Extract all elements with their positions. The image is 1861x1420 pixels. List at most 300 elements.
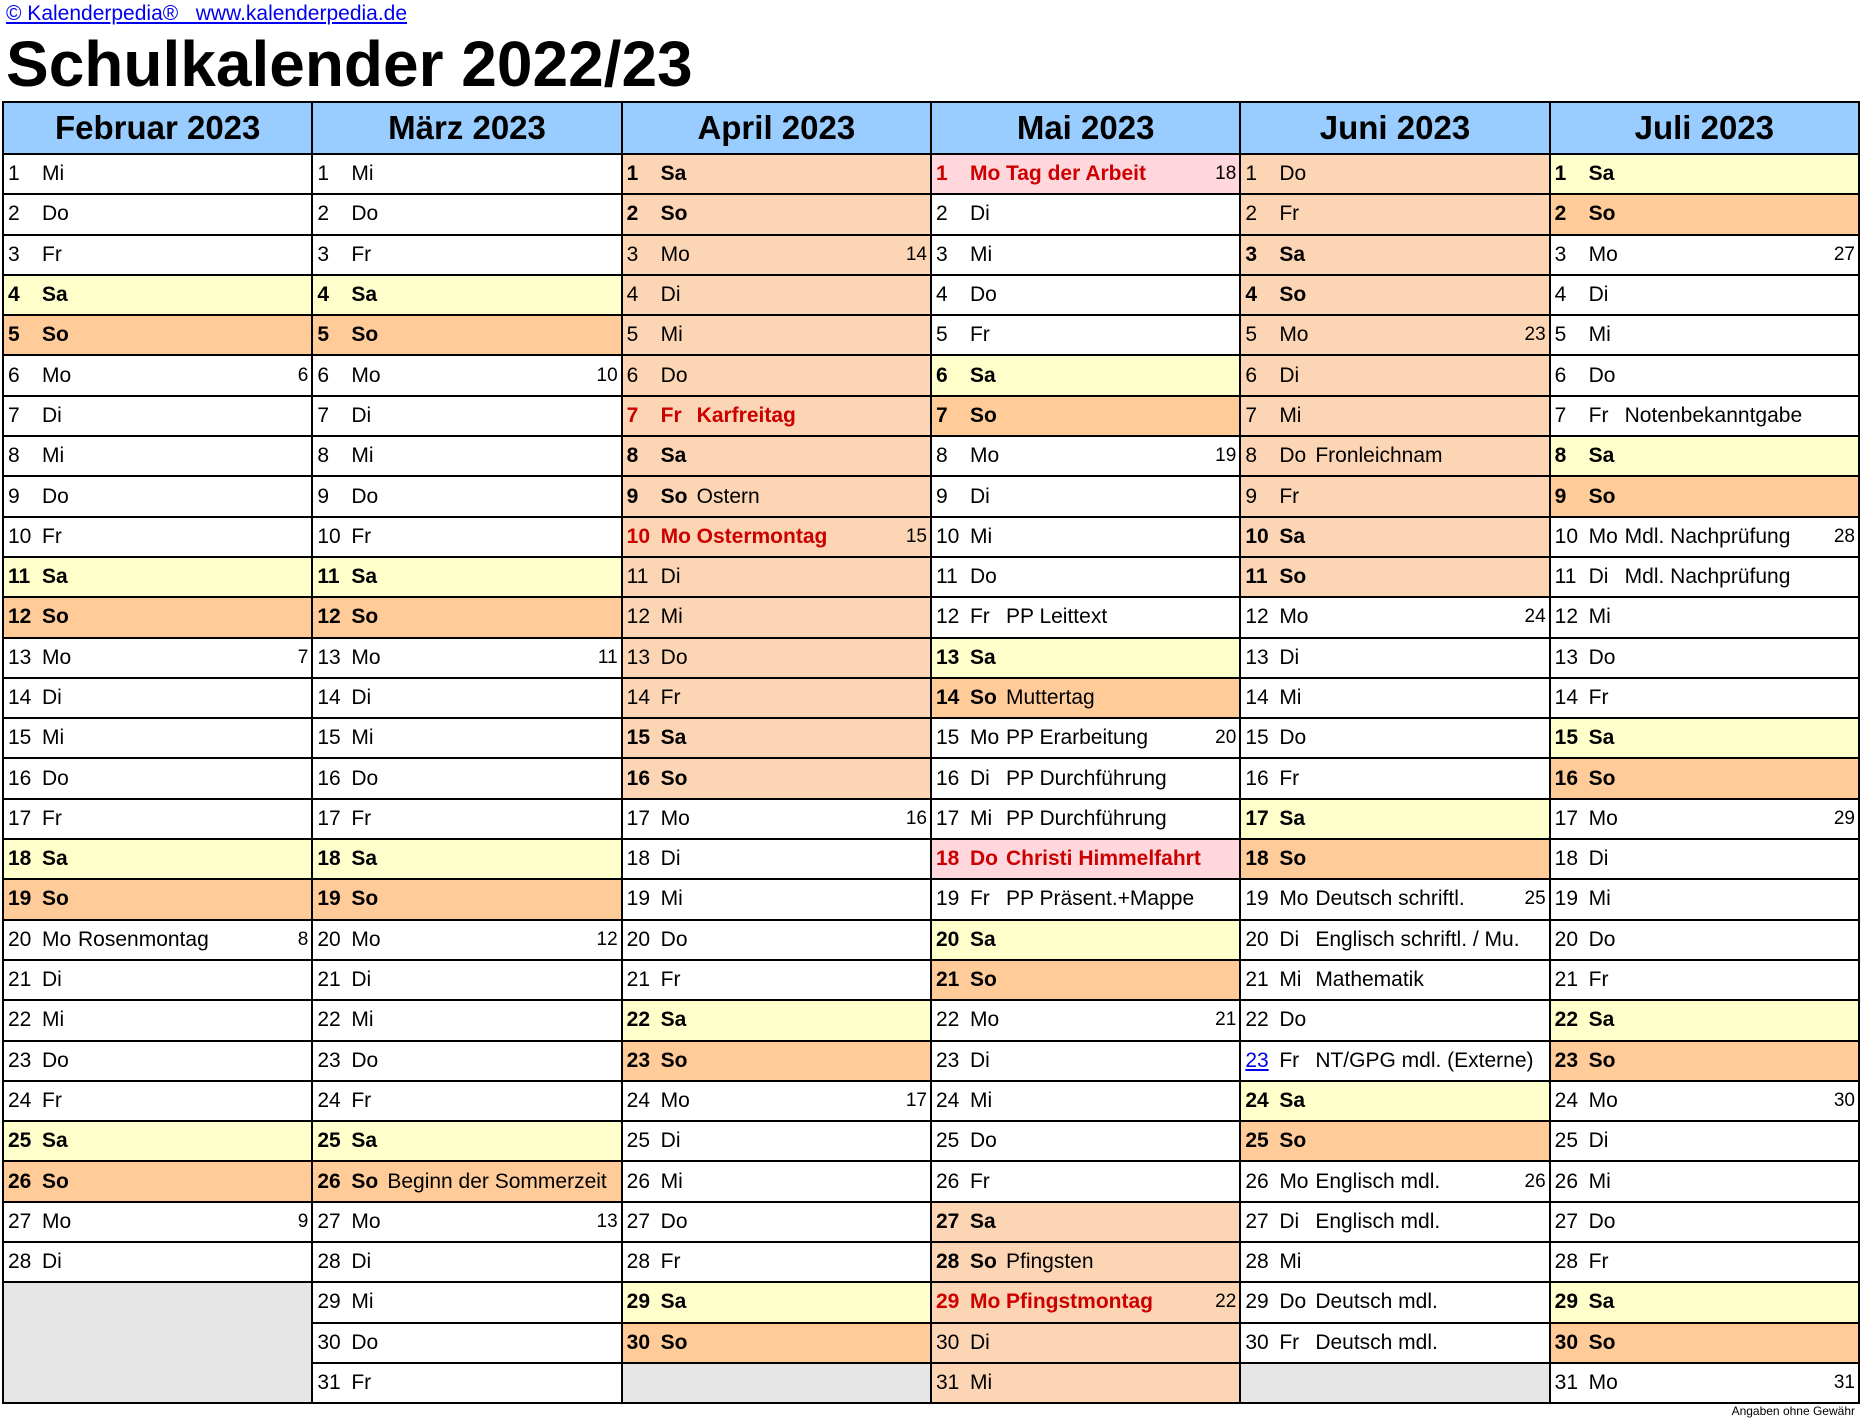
day-cell[interactable] xyxy=(312,758,621,798)
day-cell[interactable] xyxy=(3,758,312,798)
day-cell[interactable] xyxy=(622,1041,931,1081)
day-cell[interactable] xyxy=(931,235,1240,275)
day-cell[interactable] xyxy=(312,517,621,557)
day-number: 1 xyxy=(317,162,330,186)
day-number: 5 xyxy=(8,323,20,347)
day-number: 25 xyxy=(317,1129,341,1153)
weekday-label: Mo xyxy=(351,927,381,951)
day-cell[interactable] xyxy=(312,960,621,1000)
day-number: 31 xyxy=(935,1371,960,1395)
weekday-label: Fr xyxy=(1279,1048,1300,1072)
day-number: 26 xyxy=(8,1169,32,1193)
day-number: 16 xyxy=(317,766,341,790)
day-cell[interactable] xyxy=(622,517,931,557)
day-cell[interactable] xyxy=(3,678,312,718)
day-cell[interactable] xyxy=(3,839,312,879)
day-cell[interactable] xyxy=(1550,718,1859,758)
day-cell[interactable] xyxy=(3,597,312,637)
day-cell[interactable] xyxy=(622,476,931,516)
day-cell[interactable] xyxy=(312,436,621,476)
week-number: 10 xyxy=(596,364,618,386)
day-cell[interactable] xyxy=(3,355,312,395)
day-cell[interactable] xyxy=(931,960,1240,1000)
day-cell[interactable] xyxy=(931,799,1240,839)
day-cell[interactable] xyxy=(1240,920,1549,960)
day-cell[interactable] xyxy=(931,920,1240,960)
day-cell[interactable] xyxy=(622,758,931,798)
weekday-label: Do xyxy=(351,1330,379,1354)
day-number: 30 xyxy=(1554,1330,1578,1354)
day-cell[interactable] xyxy=(312,355,621,395)
day-cell[interactable] xyxy=(1240,557,1549,597)
day-cell[interactable] xyxy=(931,275,1240,315)
day-cell[interactable] xyxy=(1240,275,1549,315)
day-cell[interactable] xyxy=(931,557,1240,597)
weekday-label: Sa xyxy=(1279,524,1305,548)
day-cell[interactable] xyxy=(1550,1161,1859,1201)
day-cell[interactable] xyxy=(1240,235,1549,275)
kalenderpedia-credit-link[interactable]: © Kalenderpedia® www.kalenderpedia.de xyxy=(6,2,408,25)
day-cell[interactable] xyxy=(3,235,312,275)
day-cell[interactable] xyxy=(1240,1121,1549,1161)
weekday-label: Fr xyxy=(969,1169,990,1193)
day-cell[interactable] xyxy=(622,1000,931,1040)
day-cell[interactable] xyxy=(931,1041,1240,1081)
day-cell[interactable] xyxy=(1550,517,1859,557)
day-cell[interactable] xyxy=(3,879,312,919)
day-cell[interactable] xyxy=(1550,476,1859,516)
day-cell[interactable] xyxy=(1240,597,1549,637)
day-number: 16 xyxy=(935,766,960,790)
day-cell[interactable] xyxy=(622,194,931,234)
week-number: 26 xyxy=(1524,1170,1546,1192)
day-cell[interactable] xyxy=(1240,1161,1549,1201)
day-cell[interactable] xyxy=(3,1081,312,1121)
weekday-label: So xyxy=(1588,766,1616,790)
weekday-label: Do xyxy=(351,484,379,508)
day-cell[interactable] xyxy=(3,960,312,1000)
day-cell[interactable] xyxy=(931,1081,1240,1121)
day-cell[interactable] xyxy=(1550,557,1859,597)
day-cell[interactable] xyxy=(931,638,1240,678)
day-cell[interactable] xyxy=(312,154,621,194)
day-cell[interactable] xyxy=(1240,1242,1549,1282)
day-number: 9 xyxy=(8,484,20,508)
day-cell[interactable] xyxy=(622,960,931,1000)
weekday-label: Mi xyxy=(660,887,683,911)
day-cell[interactable] xyxy=(3,1161,312,1201)
day-number: 28 xyxy=(626,1250,651,1274)
day-number: 19 xyxy=(1245,887,1269,911)
day-cell[interactable] xyxy=(1550,1121,1859,1161)
week-number: 16 xyxy=(905,807,927,829)
day-cell[interactable] xyxy=(1240,879,1549,919)
day-cell[interactable] xyxy=(931,476,1240,516)
weekday-label: So xyxy=(42,605,69,629)
month-header-row xyxy=(3,102,1859,154)
day-cell[interactable] xyxy=(931,315,1240,355)
day-number: 12 xyxy=(935,605,960,629)
day-cell[interactable] xyxy=(1240,517,1549,557)
day-cell[interactable] xyxy=(622,799,931,839)
calendar-row xyxy=(3,396,1859,436)
day-cell[interactable] xyxy=(931,1202,1240,1242)
day-cell[interactable] xyxy=(1550,638,1859,678)
day-cell[interactable] xyxy=(931,194,1240,234)
day-cell[interactable] xyxy=(3,1041,312,1081)
day-number: 27 xyxy=(1554,1209,1578,1233)
day-number: 1 xyxy=(935,162,948,186)
weekday-label: Mo xyxy=(1588,1371,1618,1395)
day-number: 20 xyxy=(317,927,341,951)
day-cell[interactable] xyxy=(3,315,312,355)
day-cell[interactable] xyxy=(1550,1202,1859,1242)
day-number: 18 xyxy=(1245,847,1269,871)
day-cell[interactable] xyxy=(3,275,312,315)
day-cell[interactable] xyxy=(931,1323,1240,1363)
day-cell[interactable] xyxy=(3,1242,312,1282)
day-cell[interactable] xyxy=(931,436,1240,476)
weekday-label: So xyxy=(660,1048,688,1072)
day-number: 22 xyxy=(317,1008,341,1032)
day-cell[interactable] xyxy=(1240,436,1549,476)
day-cell[interactable] xyxy=(622,235,931,275)
weekday-label: Mo xyxy=(660,524,691,548)
day-number: 31 xyxy=(317,1371,341,1395)
day-number: 18 xyxy=(935,847,960,871)
day-cell[interactable] xyxy=(3,476,312,516)
day-cell[interactable] xyxy=(3,396,312,436)
day-cell[interactable] xyxy=(1550,879,1859,919)
day-cell[interactable] xyxy=(931,1000,1240,1040)
day-number: 17 xyxy=(1245,806,1269,830)
day-cell[interactable] xyxy=(312,1202,621,1242)
day-cell[interactable] xyxy=(931,758,1240,798)
day-number: 5 xyxy=(935,323,948,347)
day-number: 15 xyxy=(626,726,651,750)
day-cell[interactable] xyxy=(312,235,621,275)
day-cell[interactable] xyxy=(312,1000,621,1040)
day-number: 24 xyxy=(317,1088,341,1112)
day-cell[interactable] xyxy=(3,920,312,960)
day-cell[interactable] xyxy=(312,396,621,436)
event-label: Englisch mdl. xyxy=(1315,1209,1441,1233)
day-cell[interactable] xyxy=(1240,194,1549,234)
day-cell[interactable] xyxy=(3,436,312,476)
day-number: 19 xyxy=(1554,887,1578,911)
day-number: 5 xyxy=(626,323,639,347)
day-cell[interactable] xyxy=(1240,1202,1549,1242)
event-label: Muttertag xyxy=(1005,686,1095,709)
day-cell[interactable] xyxy=(931,1242,1240,1282)
weekday-label: Fr xyxy=(1588,686,1609,709)
weekday-label: Do xyxy=(1279,162,1307,186)
day-number: 8 xyxy=(1245,444,1257,468)
day-number: 13 xyxy=(1554,645,1578,669)
day-number: 8 xyxy=(317,444,330,468)
day-cell[interactable] xyxy=(1550,1363,1859,1403)
calendar-row xyxy=(3,1121,1859,1161)
day-number: 28 xyxy=(935,1250,960,1274)
day-cell[interactable] xyxy=(1240,960,1549,1000)
weekday-label: Mi xyxy=(969,1371,993,1395)
weekday-label: Mo xyxy=(1588,1088,1618,1112)
day-cell[interactable] xyxy=(312,638,621,678)
day-cell[interactable] xyxy=(931,879,1240,919)
day-cell[interactable] xyxy=(622,879,931,919)
day-cell[interactable] xyxy=(312,476,621,516)
weekday-label: Do xyxy=(660,1209,688,1233)
day-cell[interactable] xyxy=(622,1202,931,1242)
weekday-label: Sa xyxy=(969,1209,996,1233)
day-cell[interactable] xyxy=(1240,678,1549,718)
day-cell[interactable] xyxy=(1550,275,1859,315)
day-number: 3 xyxy=(626,242,639,266)
day-number: 4 xyxy=(935,283,948,307)
weekday-label: So xyxy=(1279,565,1307,589)
day-cell[interactable] xyxy=(3,718,312,758)
day-number: 25 xyxy=(626,1129,651,1153)
day-number: 5 xyxy=(1245,323,1257,347)
day-cell[interactable] xyxy=(1240,718,1549,758)
day-cell[interactable] xyxy=(622,275,931,315)
day-cell[interactable] xyxy=(1550,194,1859,234)
empty-cell xyxy=(622,1363,931,1403)
day-cell[interactable] xyxy=(3,194,312,234)
day-number: 21 xyxy=(1245,968,1269,992)
day-cell[interactable] xyxy=(312,1363,621,1403)
weekday-label: Do xyxy=(969,283,997,307)
day-cell[interactable] xyxy=(1550,1323,1859,1363)
day-cell[interactable] xyxy=(3,799,312,839)
day-cell[interactable] xyxy=(1550,960,1859,1000)
day-cell[interactable] xyxy=(312,557,621,597)
day-cell[interactable] xyxy=(622,839,931,879)
day-cell[interactable] xyxy=(3,638,312,678)
day-number: 2 xyxy=(317,202,330,226)
event-label: Ostern xyxy=(696,484,760,508)
day-cell[interactable] xyxy=(312,839,621,879)
event-label: PP Leittext xyxy=(1005,605,1108,629)
weekday-label: Do xyxy=(969,565,997,589)
day-cell[interactable] xyxy=(622,557,931,597)
day-cell[interactable] xyxy=(931,597,1240,637)
day-cell[interactable] xyxy=(931,1282,1240,1322)
day-cell[interactable] xyxy=(1550,597,1859,637)
day-cell[interactable] xyxy=(1550,1041,1859,1081)
day-cell[interactable] xyxy=(3,557,312,597)
day-cell[interactable] xyxy=(3,1000,312,1040)
day-cell[interactable] xyxy=(1240,1323,1549,1363)
day-cell[interactable] xyxy=(1240,355,1549,395)
weekday-label: Mi xyxy=(1279,403,1302,427)
day-cell[interactable] xyxy=(1240,758,1549,798)
day-cell[interactable] xyxy=(1240,1081,1549,1121)
weekday-label: Mo xyxy=(660,806,690,830)
week-number: 25 xyxy=(1524,888,1546,910)
day-cell[interactable] xyxy=(1550,1000,1859,1040)
weekday-label: So xyxy=(660,1330,688,1354)
weekday-label: Mo xyxy=(351,645,381,669)
day-cell[interactable] xyxy=(622,355,931,395)
day-cell[interactable] xyxy=(931,678,1240,718)
day-cell[interactable] xyxy=(1240,799,1549,839)
day-cell[interactable] xyxy=(312,1081,621,1121)
day-number: 22 xyxy=(1554,1008,1578,1032)
day-cell[interactable] xyxy=(1550,154,1859,194)
day-cell[interactable] xyxy=(622,638,931,678)
day-cell[interactable] xyxy=(931,1363,1240,1403)
weekday-label: Sa xyxy=(1279,1088,1305,1112)
day-cell[interactable] xyxy=(1240,315,1549,355)
day-cell[interactable] xyxy=(622,1282,931,1322)
day-number: 28 xyxy=(317,1250,341,1274)
day-cell[interactable] xyxy=(1550,355,1859,395)
day-cell[interactable] xyxy=(1550,1081,1859,1121)
weekday-label: Mo xyxy=(660,1088,690,1112)
day-cell[interactable] xyxy=(931,355,1240,395)
day-cell[interactable] xyxy=(1550,758,1859,798)
weekday-label: Fr xyxy=(42,1088,62,1112)
day-cell[interactable] xyxy=(931,1161,1240,1201)
day-cell[interactable] xyxy=(312,1323,621,1363)
weekday-label: Do xyxy=(1279,726,1307,750)
weekday-label: So xyxy=(969,968,997,992)
day-cell[interactable] xyxy=(1550,1242,1859,1282)
day-cell[interactable] xyxy=(312,920,621,960)
day-cell[interactable] xyxy=(312,1282,621,1322)
day-cell[interactable] xyxy=(931,1121,1240,1161)
day-cell[interactable] xyxy=(1550,315,1859,355)
day-cell[interactable] xyxy=(622,1121,931,1161)
weekday-label: Sa xyxy=(42,565,68,589)
day-number: 24 xyxy=(8,1088,32,1112)
day-cell[interactable] xyxy=(3,1202,312,1242)
day-cell[interactable] xyxy=(312,275,621,315)
weekday-label: Sa xyxy=(1279,806,1305,830)
day-number: 21 xyxy=(935,968,960,992)
day-cell[interactable] xyxy=(1240,1282,1549,1322)
day-number: 7 xyxy=(317,403,330,427)
day-number: 6 xyxy=(1245,363,1257,387)
day-cell[interactable] xyxy=(622,718,931,758)
day-number: 17 xyxy=(935,806,960,830)
weekday-label: So xyxy=(351,605,379,629)
day-cell[interactable] xyxy=(1550,678,1859,718)
weekday-label: Do xyxy=(1588,645,1616,669)
day-cell[interactable] xyxy=(1550,396,1859,436)
day-cell[interactable] xyxy=(1550,436,1859,476)
day-cell[interactable] xyxy=(312,1041,621,1081)
day-cell[interactable] xyxy=(1550,235,1859,275)
day-cell[interactable] xyxy=(1550,1282,1859,1322)
day-cell[interactable] xyxy=(931,718,1240,758)
day-cell[interactable] xyxy=(622,1161,931,1201)
day-number: 25 xyxy=(8,1129,32,1153)
day-cell[interactable] xyxy=(1240,476,1549,516)
day-cell[interactable] xyxy=(1550,920,1859,960)
day-number: 29 xyxy=(935,1290,960,1314)
event-label: Rosenmontag xyxy=(78,927,209,951)
weekday-label: Fr xyxy=(969,887,990,911)
day-cell[interactable] xyxy=(312,799,621,839)
day-cell[interactable] xyxy=(312,718,621,758)
day-number: 19 xyxy=(8,887,32,911)
day-cell[interactable] xyxy=(3,517,312,557)
weekday-label: Sa xyxy=(660,1290,687,1314)
day-cell[interactable] xyxy=(931,396,1240,436)
day-cell[interactable] xyxy=(312,194,621,234)
day-cell[interactable] xyxy=(622,1081,931,1121)
day-number: 1 xyxy=(1554,162,1567,186)
day-cell[interactable] xyxy=(3,1121,312,1161)
day-cell[interactable] xyxy=(1240,154,1549,194)
day-cell[interactable] xyxy=(931,839,1240,879)
day-cell[interactable] xyxy=(312,1161,621,1201)
day-number: 18 xyxy=(8,847,32,871)
day-cell[interactable] xyxy=(1240,396,1549,436)
weekday-label: Mo xyxy=(969,1008,1000,1032)
day-cell[interactable] xyxy=(622,436,931,476)
day-cell[interactable] xyxy=(622,920,931,960)
weekday-label: Sa xyxy=(1588,1008,1615,1032)
day-number: 2 xyxy=(1554,202,1567,226)
day-cell[interactable] xyxy=(312,1121,621,1161)
day-number: 17 xyxy=(8,806,32,830)
day-cell[interactable] xyxy=(622,597,931,637)
weekday-label: So xyxy=(1279,847,1307,871)
day-number[interactable]: 23 xyxy=(1245,1048,1269,1072)
month-header: Mai 2023 xyxy=(931,102,1240,154)
weekday-label: Di xyxy=(1279,927,1300,951)
day-cell[interactable] xyxy=(1550,799,1859,839)
weekday-label: So xyxy=(351,323,379,347)
day-cell[interactable] xyxy=(1240,839,1549,879)
day-number: 10 xyxy=(1554,524,1578,548)
weekday-label: Fr xyxy=(1279,766,1300,790)
day-cell[interactable] xyxy=(1240,1041,1549,1081)
day-cell[interactable] xyxy=(312,315,621,355)
day-cell[interactable] xyxy=(312,597,621,637)
day-cell[interactable] xyxy=(312,1242,621,1282)
day-cell[interactable] xyxy=(1240,638,1549,678)
event-label: Pfingstmontag xyxy=(1005,1290,1153,1314)
day-cell[interactable] xyxy=(622,1242,931,1282)
day-number: 2 xyxy=(8,202,20,226)
day-cell[interactable] xyxy=(931,517,1240,557)
day-cell[interactable] xyxy=(312,879,621,919)
day-cell[interactable] xyxy=(931,154,1240,194)
weekday-label: Fr xyxy=(1588,1250,1609,1274)
weekday-label: Sa xyxy=(969,363,996,387)
calendar-row xyxy=(3,718,1859,758)
day-cell[interactable] xyxy=(1550,839,1859,879)
weekday-label: Do xyxy=(660,645,688,669)
day-cell[interactable] xyxy=(622,154,931,194)
event-label: NT/GPG mdl. (Externe) xyxy=(1315,1048,1534,1072)
day-cell[interactable] xyxy=(3,154,312,194)
day-cell[interactable] xyxy=(622,678,931,718)
day-number: 11 xyxy=(935,565,958,589)
day-cell[interactable] xyxy=(622,315,931,355)
calendar-row xyxy=(3,960,1859,1000)
day-number: 13 xyxy=(317,645,341,669)
day-cell[interactable] xyxy=(622,1323,931,1363)
day-cell[interactable] xyxy=(622,396,931,436)
day-cell[interactable] xyxy=(312,678,621,718)
day-cell[interactable] xyxy=(1240,1000,1549,1040)
day-number: 14 xyxy=(1554,686,1578,709)
